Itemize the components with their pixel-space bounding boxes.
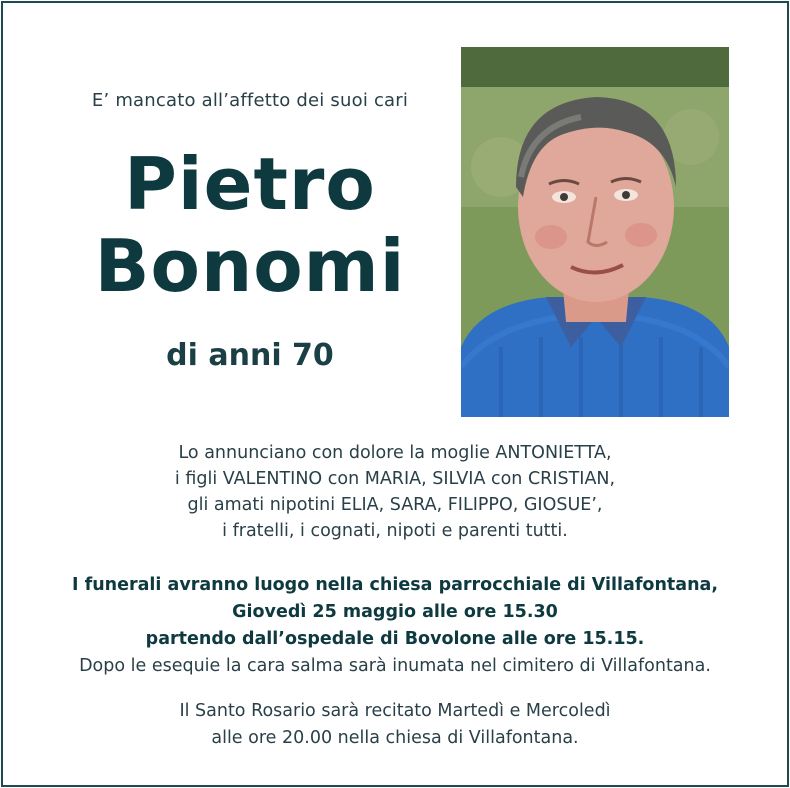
funeral-line: I funerali avranno luogo nella chiesa parrocchiale di Villafontana, bbox=[71, 575, 719, 595]
funeral-line: partendo dall’ospedale di Bovolone alle ore 15.15. bbox=[145, 629, 645, 649]
rosary-line: alle ore 20.00 nella chiesa di Villafontana. bbox=[211, 728, 579, 748]
intro-text: E’ mancato all’affetto dei suoi cari bbox=[91, 90, 409, 111]
burial-line: Dopo le esequie la cara salma sarà inumata nel cimitero di Villafontana. bbox=[79, 656, 711, 676]
announcement-block bbox=[0, 440, 790, 544]
age-text: di anni 70 bbox=[166, 338, 334, 373]
announcement-line: Lo annunciano con dolore la moglie ANTONIETTA, bbox=[178, 443, 612, 463]
first-name: Pietro bbox=[124, 142, 376, 226]
portrait-image bbox=[461, 47, 729, 417]
rosary-line: Il Santo Rosario sarà recitato Martedì e Mercoledì bbox=[179, 701, 611, 721]
funeral-line: Giovedì 25 maggio alle ore 15.30 bbox=[232, 602, 558, 622]
announcement-line: gli amati nipotini ELIA, SARA, FILIPPO, GIOSUE’, bbox=[187, 495, 603, 515]
rosary-block bbox=[0, 698, 790, 752]
funeral-block bbox=[0, 572, 790, 680]
announcement-line: i figli VALENTINO con MARIA, SILVIA con CRISTIAN, bbox=[174, 469, 616, 489]
last-name: Bonomi bbox=[94, 224, 406, 308]
announcement-line: i fratelli, i cognati, nipoti e parenti tutti. bbox=[222, 521, 568, 541]
portrait-photo bbox=[461, 47, 729, 417]
